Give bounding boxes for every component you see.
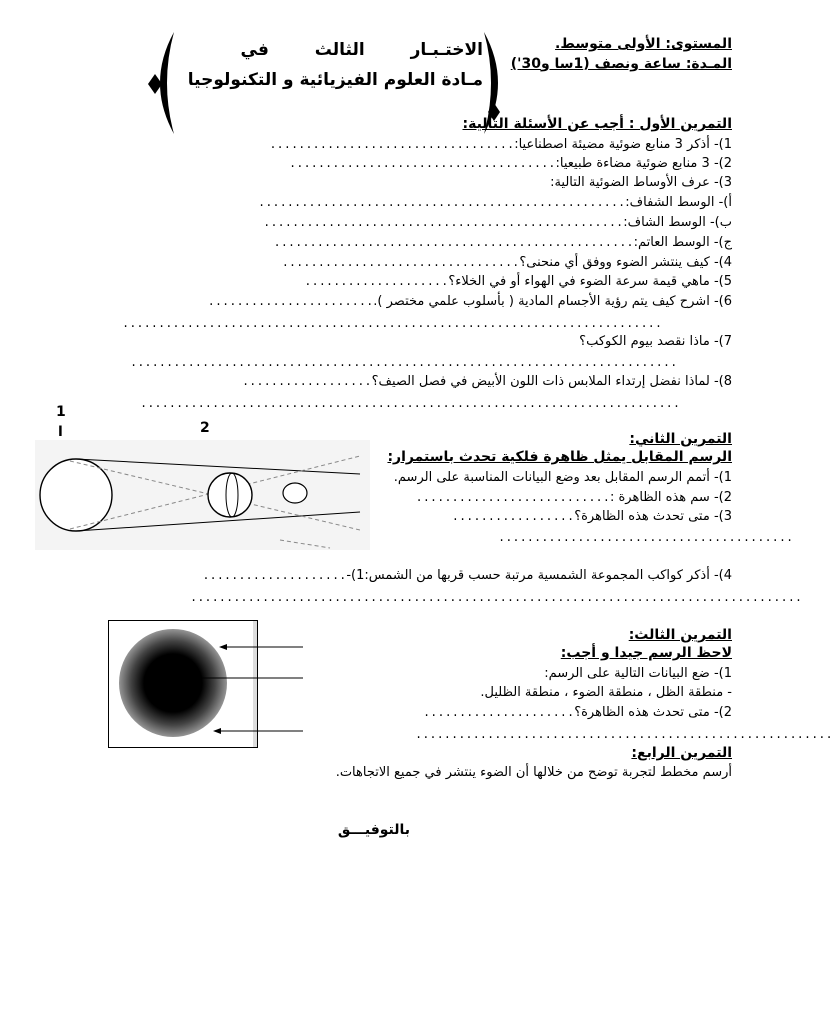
ex1-q3a: أ)- الوسط الشفاف:................................................... bbox=[258, 195, 732, 210]
ex1-q5: 5)- ماهي قيمة سرعة الضوء في الهواء أو في الخلاء؟.................... bbox=[304, 274, 732, 289]
ex3-q2-answer-line: .......................................................... bbox=[415, 728, 833, 742]
diagram-label-1b: ا bbox=[58, 424, 63, 440]
sun-circle bbox=[40, 459, 112, 531]
ex2-q4-answer-line: ..................................................................................... bbox=[190, 591, 803, 605]
ex2-heading: التمرين الثاني: bbox=[629, 431, 732, 447]
ex1-q8: 8)- لماذا نفضل إرتداء الملابس ذات اللون الأبيض في فصل الصيف؟.................. bbox=[241, 374, 732, 389]
moon-circle bbox=[283, 483, 307, 503]
ex3-q1: 1)- ضع البيانات التالية على الرسم: bbox=[544, 666, 732, 681]
ex1-q1: 1)- أذكر 3 منابع ضوئية مضيئة اصطناعيا:.................................. bbox=[269, 137, 732, 152]
ex1-q6-answer-line: ........................................................................... bbox=[122, 317, 663, 331]
ex2-q3-answer-line: ......................................... bbox=[498, 531, 794, 545]
closing-text: بالتوفيـــق bbox=[337, 822, 410, 838]
diagram-label-2: 2 bbox=[200, 420, 210, 436]
ex1-q8-answer-line: ........................................................................... bbox=[140, 397, 681, 411]
left-diamond-icon bbox=[145, 72, 165, 96]
diagram-label-1: 1 bbox=[56, 404, 66, 420]
ex4-heading: التمرين الرابع: bbox=[631, 745, 732, 761]
ex2-q3: 3)- متى تحدث هذه الظاهرة؟................. bbox=[451, 509, 732, 524]
ex2-q4: 4)- أذكر كواكب المجموعة الشمسية مرتبة حسب قربها من الشمس:1)-.................... bbox=[202, 568, 732, 583]
earth-circle bbox=[208, 473, 252, 517]
subject-title: مـادة العلوم الفيزيائية و التكنولوجيا bbox=[187, 70, 483, 90]
ex1-q6: 6)- اشرح كيف يتم رؤية الأجسام المادية ( بأسلوب علمي مختصر )........................ bbox=[207, 294, 732, 309]
duration-label: المـدة: ساعة ونصف (1سا و30') bbox=[510, 56, 732, 72]
ex2-q2: 2)- سم هذه الظاهرة :........................... bbox=[415, 490, 732, 505]
ex4-text: أرسم مخطط لتجربة توضح من خلالها أن الضوء ينتشر في جميع الاتجاهات. bbox=[335, 765, 732, 780]
ex1-q3b: ب)- الوسط الشاف:.................................................. bbox=[263, 215, 732, 230]
level-label: المستوى: الأولى متوسط. bbox=[555, 36, 732, 52]
ex1-q3c: ج)- الوسط العاتم:.................................................. bbox=[273, 235, 732, 250]
ex1-q3: 3)- عرف الأوساط الضوئية التالية: bbox=[550, 175, 732, 190]
ex1-q4: 4)- كيف ينتشر الضوء ووفق أي منحنى؟................................. bbox=[281, 255, 732, 270]
ex1-q7: 7)- ماذا نقصد بيوم الكوكب؟ bbox=[579, 334, 732, 349]
ex3-heading: التمرين الثالث: bbox=[628, 627, 732, 643]
exam-title: الاختـبـار الثالث في bbox=[240, 40, 483, 60]
ex1-q7-answer-line: ............................................................................ bbox=[130, 356, 678, 370]
shadow-arrows bbox=[175, 640, 305, 740]
ex1-heading: التمرين الأول : أجب عن الأسئلة التالية: bbox=[462, 116, 732, 132]
ex3-q1-list: - منطقة الظل ، منطقة الضوء ، منطقة الظليل. bbox=[480, 685, 732, 700]
ex3-subheading: لاحظ الرسم جيدا و أجب: bbox=[560, 645, 732, 661]
ex3-q2: 2)- متى تحدث هذه الظاهرة؟..................... bbox=[422, 705, 732, 720]
ex1-q2: 2)- 3 منابع ضوئية مضاءة طبيعيا:..................................... bbox=[289, 156, 732, 171]
ex2-q1: 1)- أتمم الرسم المقابل بعد وضع البيانات المناسبة على الرسم. bbox=[393, 470, 732, 485]
ex2-subheading: الرسم المقابل يمثل ظاهرة فلكية تحدث باستمرار: bbox=[387, 449, 732, 465]
eclipse-diagram bbox=[30, 430, 375, 555]
